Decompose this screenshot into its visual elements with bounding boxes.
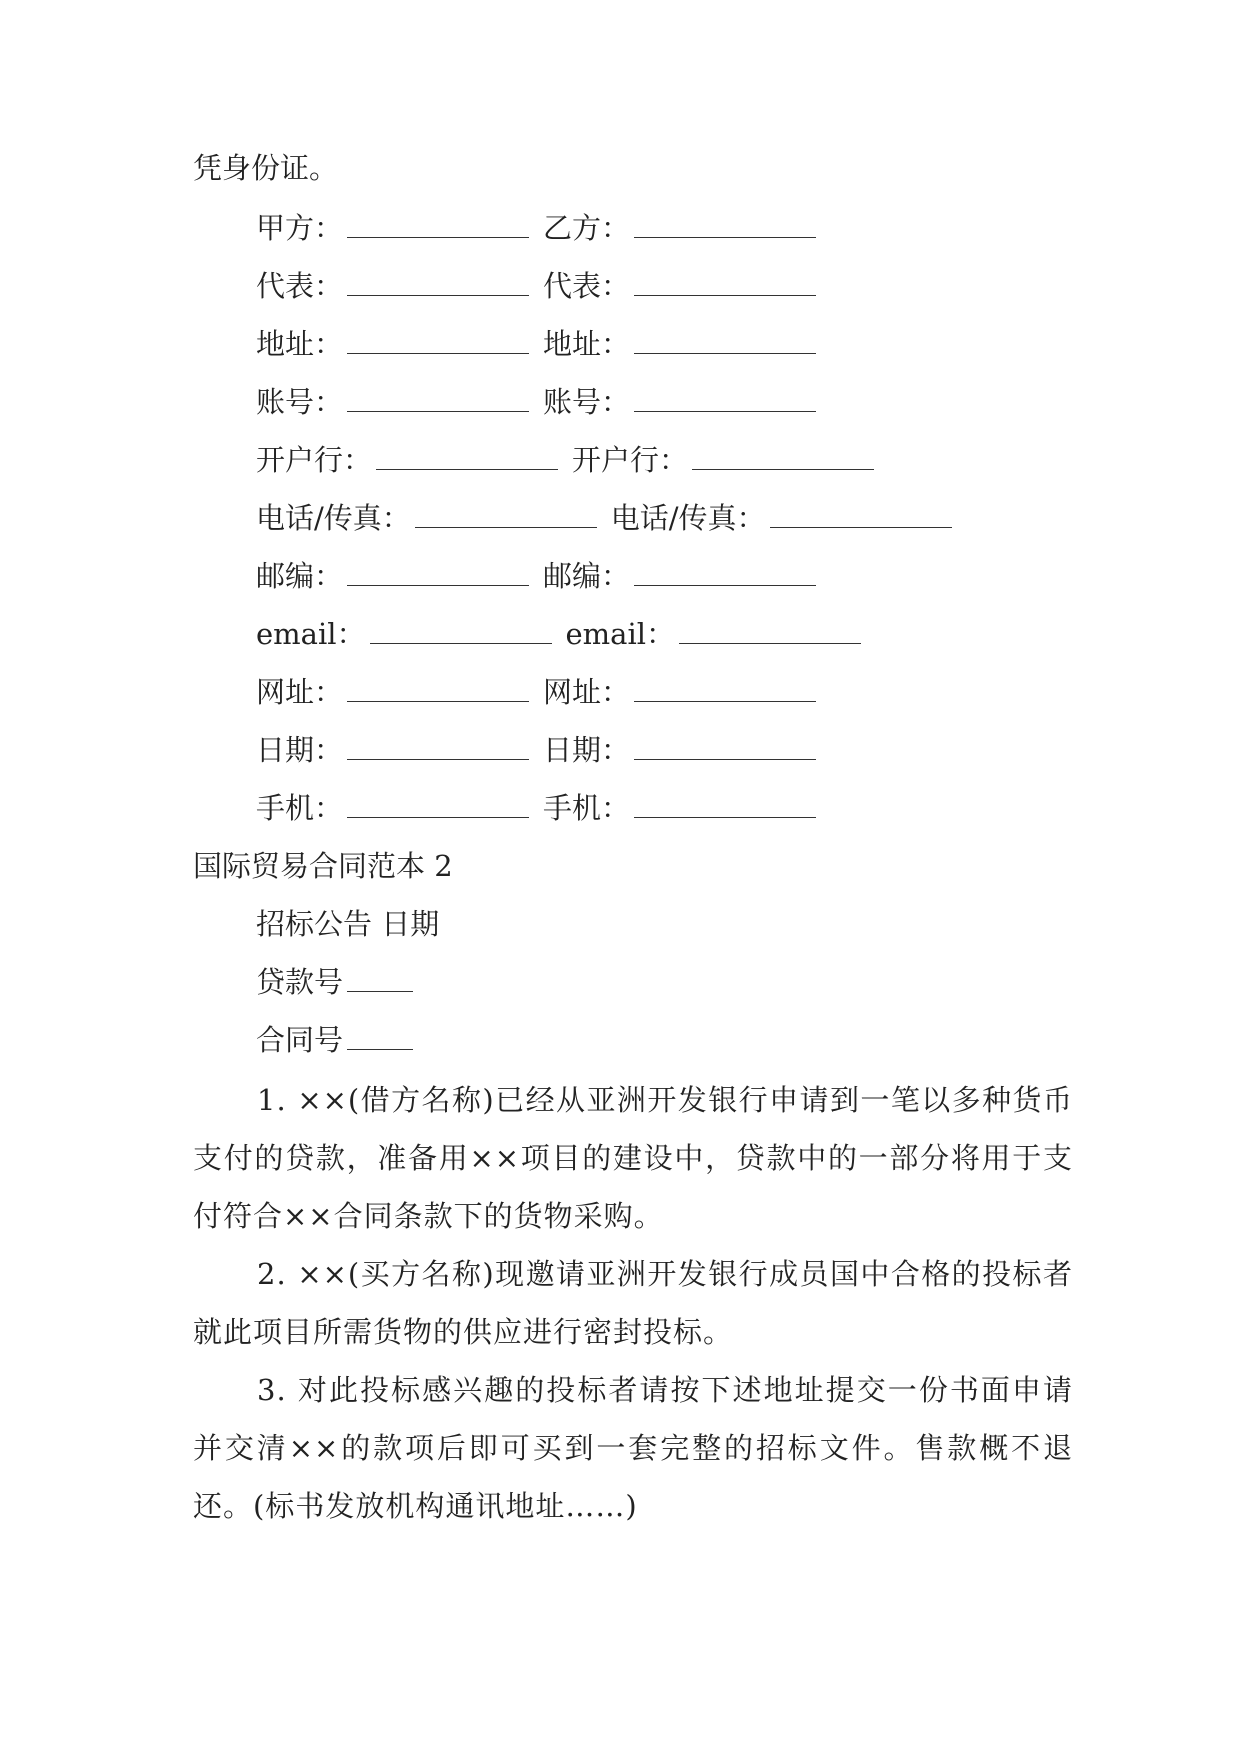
form-row: [256, 498, 952, 538]
form-label-left: 邮编：: [256, 559, 344, 593]
blank-line[interactable]: [634, 735, 816, 760]
contract-number-label: 合同号: [256, 1023, 344, 1057]
blank-line[interactable]: [634, 677, 816, 702]
form-label-right: 开户行：: [572, 443, 689, 477]
blank-line[interactable]: [370, 619, 552, 644]
blank-line[interactable]: [347, 677, 529, 702]
form-label-right: 乙方：: [543, 211, 631, 245]
form-label-right: 邮编：: [543, 559, 631, 593]
form-row: [256, 614, 861, 654]
notice-line: 招标公告 日期: [256, 907, 440, 941]
blank-line[interactable]: [634, 213, 816, 238]
form-label-right: 日期：: [543, 733, 631, 767]
form-label-left: 开户行：: [256, 443, 373, 477]
form-row: [256, 730, 816, 770]
blank-line[interactable]: [347, 735, 529, 760]
intro-line: 凭身份证。: [193, 151, 339, 185]
form-label-left: 地址：: [256, 327, 344, 361]
form-label-left: 账号：: [256, 385, 344, 419]
blank-line[interactable]: [415, 503, 597, 528]
loan-number-label: 贷款号: [256, 965, 344, 999]
form-label-left: 电话/传真：: [256, 501, 411, 535]
form-label-right: 网址：: [543, 675, 631, 709]
blank-line[interactable]: [347, 213, 529, 238]
blank-line[interactable]: [347, 387, 529, 412]
form-label-left: 手机：: [256, 791, 344, 825]
form-row: [256, 556, 816, 596]
form-row: [256, 672, 816, 712]
blank-line[interactable]: [347, 329, 529, 354]
blank-line[interactable]: [634, 271, 816, 296]
blank-line[interactable]: [347, 1025, 413, 1050]
blank-line[interactable]: [634, 561, 816, 586]
form-label-left: 日期：: [256, 733, 344, 767]
form-label-left: email：: [256, 617, 366, 651]
blank-line[interactable]: [634, 387, 816, 412]
section-title: 国际贸易合同范本 2: [193, 849, 453, 883]
form-label-right: 地址：: [543, 327, 631, 361]
blank-line[interactable]: [347, 967, 413, 992]
blank-line[interactable]: [679, 619, 861, 644]
form-label-left: 代表：: [256, 269, 344, 303]
paragraph-1: 1. ××(借方名称)已经从亚洲开发银行申请到一笔以多种货币支付的贷款，准备用××项目的建设中，贷款中的一部分将用于支付符合××合同条款下的货物采购。: [193, 1083, 1073, 1233]
blank-line[interactable]: [770, 503, 952, 528]
contract-number-row: [256, 1020, 413, 1060]
loan-number-row: [256, 962, 413, 1002]
form-row: [256, 788, 816, 828]
form-label-left: 甲方：: [256, 211, 344, 245]
blank-line[interactable]: [634, 329, 816, 354]
form-label-right: 电话/传真：: [610, 501, 766, 535]
blank-line[interactable]: [692, 445, 874, 470]
form-label-right: email：: [565, 617, 676, 651]
form-row: [256, 266, 816, 306]
paragraph-2: 2. ××(买方名称)现邀请亚洲开发银行成员国中合格的投标者就此项目所需货物的供应进行密封投标。: [193, 1257, 1073, 1349]
blank-line[interactable]: [347, 561, 529, 586]
blank-line[interactable]: [634, 793, 816, 818]
blank-line[interactable]: [347, 793, 529, 818]
form-label-right: 代表：: [543, 269, 631, 303]
form-row: [256, 324, 816, 364]
form-label-right: 账号：: [543, 385, 631, 419]
form-row: [256, 208, 816, 248]
blank-line[interactable]: [347, 271, 529, 296]
paragraph-3: 3. 对此投标感兴趣的投标者请按下述地址提交一份书面申请并交清××的款项后即可买到一套完整的招标文件。售款概不退还。(标书发放机构通讯地址……): [193, 1373, 1073, 1523]
blank-line[interactable]: [376, 445, 558, 470]
form-row: [256, 440, 874, 480]
form-label-right: 手机：: [543, 791, 631, 825]
form-row: [256, 382, 816, 422]
form-label-left: 网址：: [256, 675, 344, 709]
